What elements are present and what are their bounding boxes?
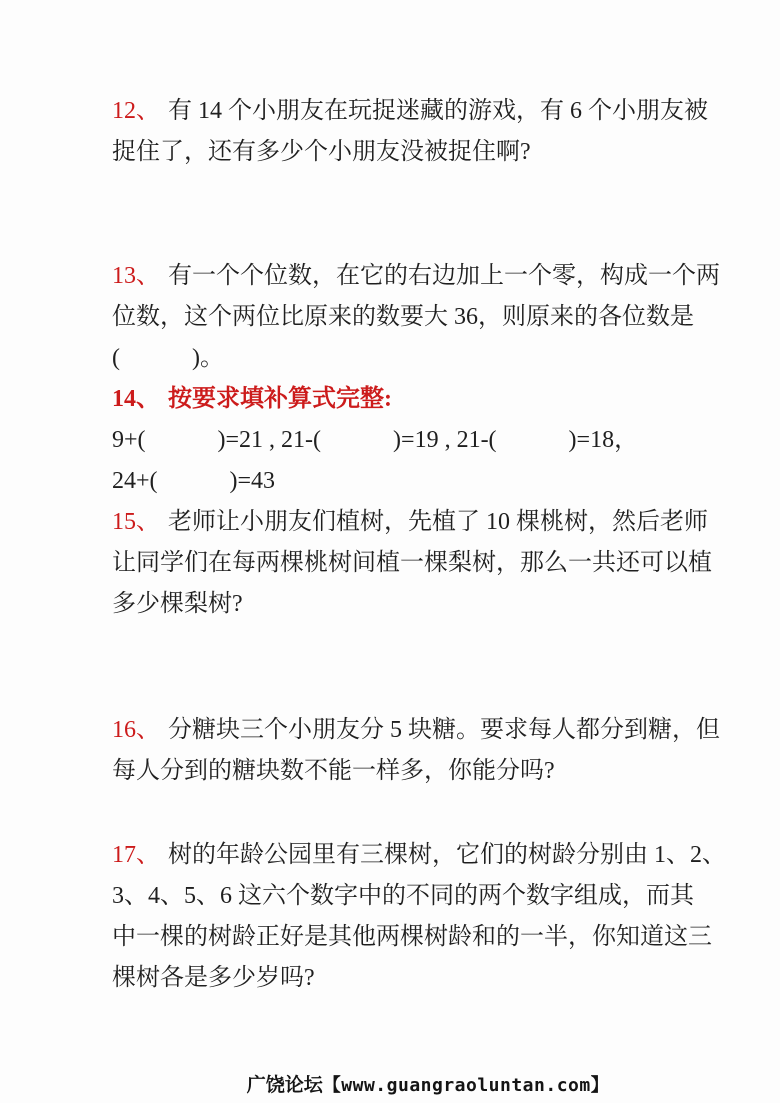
question-14-equations-1: 9+( )=21 , 21-( )=19 , 21-( )=18， xyxy=(112,427,639,453)
question-13-line-1 xyxy=(112,256,720,297)
footer-watermark xyxy=(0,1070,780,1097)
question-17-line-1 xyxy=(112,835,726,876)
question-15-text-3: 多少棵梨树? xyxy=(112,591,243,617)
question-17-text-4: 棵树各是多少岁吗? xyxy=(112,965,315,991)
question-15-number: 15、 xyxy=(112,509,160,535)
question-17-text-2: 3、4、5、6 这六个数字中的不同的两个数字组成，而其 xyxy=(112,883,694,909)
question-14 xyxy=(112,379,692,502)
question-14-equations-2: 24+( )=43 xyxy=(112,468,276,494)
question-12-text-2: 捉住了，还有多少个小朋友没被捉住啊? xyxy=(112,139,531,165)
question-14-heading: 按要求填补算式完整: xyxy=(168,386,392,412)
question-15 xyxy=(112,502,712,625)
footer-site-name: 广饶论坛 xyxy=(246,1075,323,1096)
question-17-text-1: 树的年龄公园里有三棵树，它们的树龄分别由 1、2、 xyxy=(168,842,726,868)
question-16-line-1 xyxy=(112,710,720,751)
question-16-text-1: 分糖块三个小朋友分 5 块糖。要求每人都分到糖，但 xyxy=(168,717,720,743)
question-12 xyxy=(112,91,708,173)
question-17-number: 17、 xyxy=(112,842,160,868)
worksheet-body xyxy=(112,91,726,999)
footer-site-url: 【www.guangraoluntan.com】 xyxy=(322,1075,610,1096)
question-16 xyxy=(112,710,720,792)
question-13-text-1: 有一个个位数，在它的右边加上一个零，构成一个两 xyxy=(168,263,720,289)
question-13-number: 13、 xyxy=(112,263,160,289)
question-17 xyxy=(112,835,726,999)
question-13-answer-blank: ( )。 xyxy=(112,345,224,371)
question-15-line-1 xyxy=(112,502,708,543)
question-13 xyxy=(112,256,720,379)
question-13-text-2: 位数，这个两位比原来的数要大 36，则原来的各位数是 xyxy=(112,304,694,330)
question-12-number: 12、 xyxy=(112,98,160,124)
question-17-text-3: 中一棵的树龄正好是其他两棵树龄和的一半，你知道这三 xyxy=(112,924,712,950)
question-15-text-2: 让同学们在每两棵桃树间植一棵梨树，那么一共还可以植 xyxy=(112,550,712,576)
question-12-text-1: 有 14 个小朋友在玩捉迷藏的游戏，有 6 个小朋友被 xyxy=(168,98,708,124)
question-15-text-1: 老师让小朋友们植树，先植了 10 棵桃树，然后老师 xyxy=(168,509,708,535)
question-16-text-2: 每人分到的糖块数不能一样多，你能分吗? xyxy=(112,758,555,784)
question-16-number: 16、 xyxy=(112,717,160,743)
question-14-line-1 xyxy=(112,379,692,420)
question-14-number: 14、 xyxy=(112,386,160,412)
question-12-line-1 xyxy=(112,91,708,132)
